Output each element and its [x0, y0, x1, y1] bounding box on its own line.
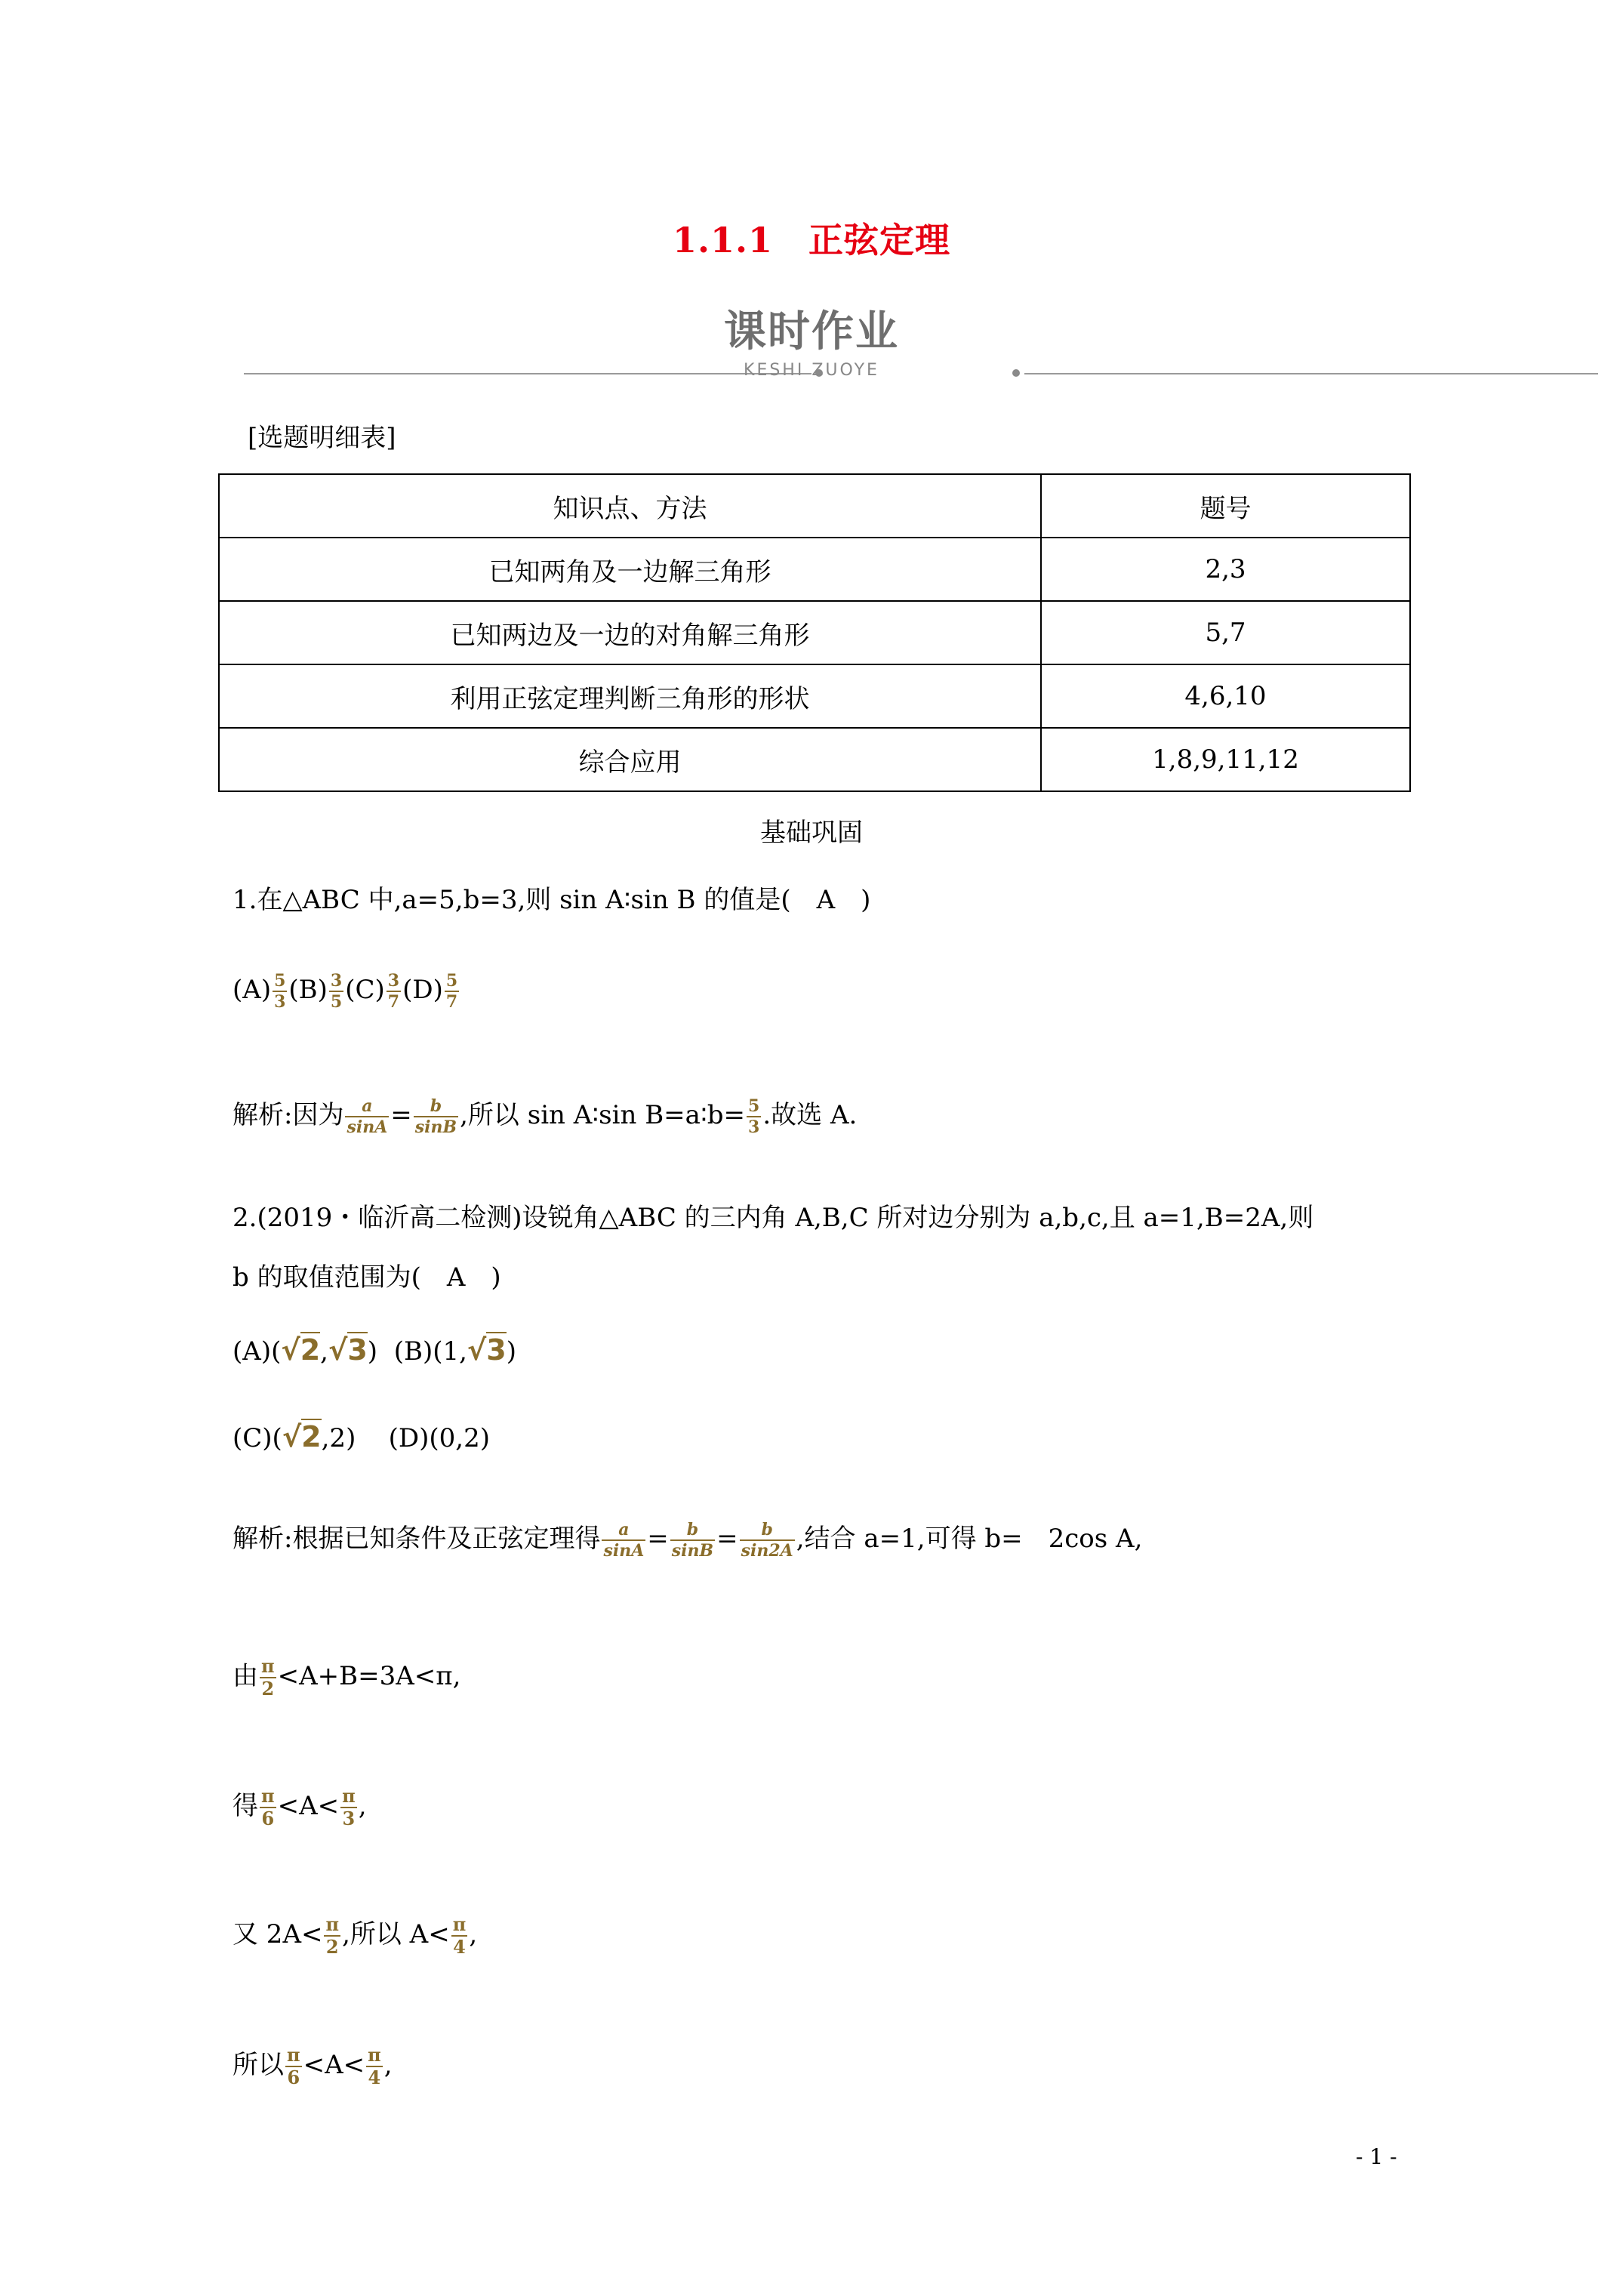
- q2-step-2: 得 $\frac{\pi}{6}$ <A< $\frac{\pi}{3}$ ,: [233, 1785, 367, 1829]
- table-cell: 5,7: [1041, 601, 1410, 664]
- formula-fraction: $\frac{\pi}{6}$: [261, 1785, 275, 1829]
- banner-subtitle: KESHI ZUOYE: [744, 361, 879, 380]
- table-header-row: [219, 474, 1410, 538]
- table-cell: 利用正弦定理判断三角形的形状: [219, 664, 1041, 728]
- formula-fraction: $\frac{\pi}{3}$: [342, 1785, 356, 1829]
- table-row: [219, 601, 1410, 664]
- q1-option-b-label: (B): [288, 975, 328, 1005]
- table-header-cell: 题号: [1041, 474, 1410, 538]
- table-cell: 2,3: [1041, 538, 1410, 601]
- q1-analysis: 解析:因为 $\frac{a}{\sin A}$ = $\frac{b}{\sin B}$ ,所以 sin A∶sin B=a∶b= $\frac{5}{3}$ .故选 A.: [233, 1096, 858, 1137]
- table-row: [219, 538, 1410, 601]
- table-header-cell: 知识点、方法: [219, 474, 1041, 538]
- table-caption: [选题明细表]: [248, 423, 396, 453]
- formula-fraction: $\frac{\pi}{2}$: [325, 1913, 340, 1958]
- q1-option-a-label: (A): [233, 975, 272, 1005]
- topic-table: [218, 473, 1411, 792]
- banner-title: 课时作业: [724, 307, 899, 356]
- q1-option-c-fraction: $\frac{3}{7}$: [387, 971, 400, 1012]
- formula-fraction: $\frac{5}{3}$: [748, 1096, 760, 1137]
- table-cell: 4,6,10: [1041, 664, 1410, 728]
- banner-rule-right: [1024, 373, 1598, 374]
- q2-options-row2: (C)(√2,2) (D)(0,2): [233, 1420, 490, 1453]
- q2-step-1: 由 $\frac{\pi}{2}$ <A+B=3A<π,: [233, 1655, 461, 1700]
- q1-option-d-fraction: $\frac{5}{7}$: [445, 971, 458, 1012]
- q2-step-3: 又 2A< $\frac{\pi}{2}$ ,所以 A< $\frac{\pi}{4}$ ,: [233, 1913, 478, 1958]
- page-number: - 1 -: [1356, 2144, 1397, 2169]
- section-heading: 基础巩固: [760, 818, 863, 848]
- q2-options-row1: (A)(√2,√3) (B)(1,√3): [233, 1333, 516, 1367]
- sqrt-radicand: 3: [486, 1333, 507, 1367]
- table-cell: 已知两角及一边解三角形: [219, 538, 1041, 601]
- page-title: 1.1.1 正弦定理: [672, 220, 951, 260]
- sqrt-radicand: 3: [347, 1333, 368, 1367]
- table-cell: 1,8,9,11,12: [1041, 728, 1410, 791]
- q2-stem-line1: 2.(2019・临沂高二检测)设锐角△ABC 的三内角 A,B,C 所对边分别为 a,b,c,且 a=1,B=2A,则: [233, 1203, 1314, 1233]
- q1-option-a-fraction: $\frac{5}{3}$: [274, 971, 286, 1012]
- q2-stem-line2: b 的取值范围为( A ): [233, 1262, 501, 1293]
- formula-fraction: $\frac{\pi}{4}$: [368, 2044, 381, 2088]
- formula-fraction: $\frac{b}{\sin B}$: [671, 1520, 714, 1561]
- formula-fraction: $\frac{b}{\sin B}$: [414, 1096, 457, 1137]
- q1-option-c-label: (C): [345, 975, 385, 1005]
- formula-fraction: $\frac{a}{\sin A}$: [346, 1096, 388, 1137]
- q2-analysis: 解析:根据已知条件及正弦定理得 $\frac{a}{\sin A}$ = $\frac{b}{\sin B}$ = $\frac{b}{\sin 2A}$ ,结合 a=1,可得 b= 2cos A,: [233, 1520, 1143, 1561]
- formula-fraction: $\frac{\pi}{6}$: [287, 2044, 300, 2088]
- sqrt-radicand: 2: [301, 1420, 322, 1453]
- table-row: [219, 664, 1410, 728]
- q1-options: [233, 972, 460, 1010]
- q2-step-4: 所以 $\frac{\pi}{6}$ <A< $\frac{\pi}{4}$ ,: [233, 2044, 393, 2088]
- q1-stem: 1.在△ABC 中,a=5,b=3,则 sin A∶sin B 的值是( A ): [233, 885, 871, 915]
- banner-dot-right: [1012, 369, 1020, 377]
- sqrt-radicand: 2: [300, 1333, 321, 1367]
- formula-fraction: $\frac{\pi}{4}$: [452, 1913, 467, 1958]
- formula-fraction: $\frac{a}{\sin A}$: [603, 1520, 645, 1561]
- formula-fraction: $\frac{\pi}{2}$: [261, 1655, 275, 1700]
- formula-fraction: $\frac{b}{\sin 2A}$: [741, 1520, 793, 1561]
- table-cell: 已知两边及一边的对角解三角形: [219, 601, 1041, 664]
- table-row: [219, 728, 1410, 791]
- q1-option-b-fraction: $\frac{3}{5}$: [330, 971, 343, 1012]
- table-cell: 综合应用: [219, 728, 1041, 791]
- q1-option-d-label: (D): [402, 975, 443, 1005]
